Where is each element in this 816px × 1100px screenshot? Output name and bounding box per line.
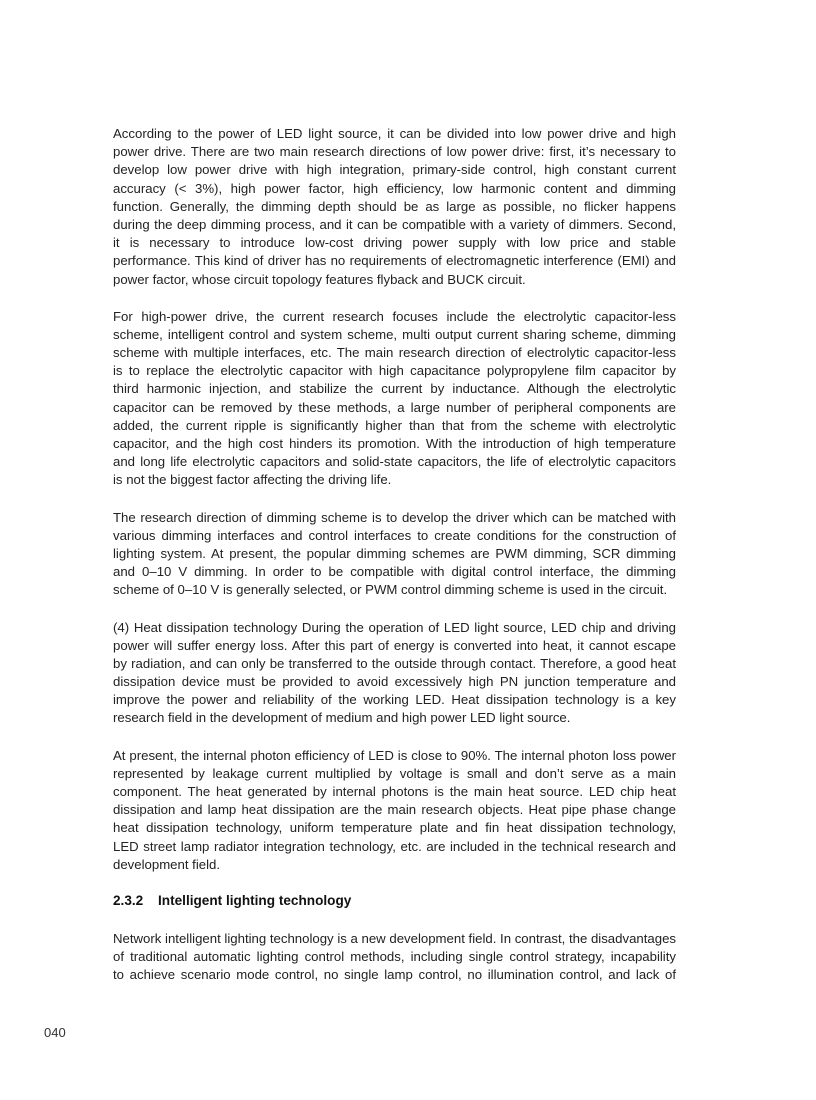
text-line: and 0–10 V dimming. In order to be compatible with digital control interface, the dimming xyxy=(113,564,676,580)
text-line: power will suffer energy loss. After this part of energy is converted into heat, it cannot escape xyxy=(113,637,676,653)
text-line: According to the power of LED light source, it can be divided into low power drive and high xyxy=(113,126,676,141)
paragraph-heat-dissipation xyxy=(113,619,676,728)
section-title: Intelligent lighting technology xyxy=(158,892,352,908)
text-line: Network intelligent lighting technology is a new development field. In contrast, the disadvantages xyxy=(113,930,676,946)
text-line: and long life electrolytic capacitors and solid-state capacitors, the life of electrolytic capacitors xyxy=(113,454,676,470)
text-line: to achieve scenario mode control, no single lamp control, no illumination control, and lack of xyxy=(113,967,676,983)
text-line: improve the power and reliability of the working LED. Heat dissipation technology is a key xyxy=(113,692,676,708)
text-line: The research direction of dimming scheme is to develop the driver which can be matched with xyxy=(113,509,676,525)
text-line: development field. xyxy=(113,856,221,872)
text-line: capacitor, and the high cost hinders its promotion. With the introduction of high temperature xyxy=(113,436,676,451)
paragraph-led-power-drive xyxy=(113,125,676,289)
paragraph-gap xyxy=(113,600,676,619)
paragraph-gap xyxy=(113,728,676,747)
text-line: dissipation device must be provided to avoid excessively high PN junction temperature and xyxy=(113,674,676,690)
text-line: is not the biggest factor affecting the driving life. xyxy=(113,472,392,488)
paragraph-gap xyxy=(113,490,676,509)
text-line: of traditional automatic lighting control methods, including single control strategy, incapability xyxy=(113,949,676,965)
text-line: power factor, whose circuit topology features flyback and BUCK circuit. xyxy=(113,271,526,287)
text-line: accuracy (< 3%), high power factor, high efficiency, low harmonic content and dimming xyxy=(113,180,676,196)
text-line: it is necessary to introduce low-cost driving power supply with low price and stable xyxy=(113,235,676,251)
text-line: represented by leakage current multiplied by voltage is small and don’t serve as a main xyxy=(113,765,676,781)
text-line: during the deep dimming process, and it can be compatible with a variety of dimmers. Second, xyxy=(113,216,676,232)
section-heading xyxy=(113,892,676,910)
paragraph-gap xyxy=(113,289,676,308)
page-body xyxy=(113,125,676,985)
text-line: is to replace the electrolytic capacitor with high capacitance polypropylene film capacitor by xyxy=(113,363,676,379)
text-line: For high-power drive, the current research focuses include the electrolytic capacitor-less xyxy=(113,308,676,324)
text-line: heat dissipation technology, uniform temperature plate and fin heat dissipation technology, xyxy=(113,820,676,836)
paragraph-gap xyxy=(113,910,676,930)
section-number: 2.3.2 xyxy=(113,892,144,908)
text-line: At present, the internal photon efficiency of LED is close to 90%. The internal photon loss power xyxy=(113,747,676,763)
text-line: scheme, intelligent control and system scheme, multi output current sharing scheme, dimming xyxy=(113,326,676,342)
text-line: scheme with multiple interfaces, etc. The main research direction of electrolytic capacitor-less xyxy=(113,345,676,361)
text-line: function. Generally, the dimming depth should be as large as possible, no flicker happens xyxy=(113,198,676,214)
paragraph-high-power-drive xyxy=(113,308,676,490)
text-line: research field in the development of medium and high power LED light source. xyxy=(113,710,571,726)
paragraph-photon-efficiency xyxy=(113,747,676,874)
text-line: performance. This kind of driver has no requirements of electromagnetic interference (EMI) and xyxy=(113,253,676,269)
text-line: capacitor can be removed by these methods, a large number of peripheral components are xyxy=(113,399,676,415)
text-line: by radiation, and can only be transferred to the outside through contact. Therefore, a good heat xyxy=(113,655,676,671)
text-line: power drive. There are two main research directions of low power drive: first, it’s necessary to xyxy=(113,144,676,160)
text-line: scheme of 0–10 V is generally selected, or PWM control dimming scheme is used in the circuit. xyxy=(113,582,668,598)
paragraph-dimming-scheme xyxy=(113,509,676,600)
text-line: added, the current ripple is significantly higher than that from the scheme with electrolytic xyxy=(113,417,676,433)
text-line: component. The heat generated by internal photons is the main heat source. LED chip heat xyxy=(113,784,676,799)
text-line: dissipation and lamp heat dissipation are the main research objects. Heat pipe phase change xyxy=(113,802,676,818)
text-line: LED street lamp radiator integration technology, etc. are included in the technical research and xyxy=(113,838,676,854)
text-line: third harmonic injection, and stabilize the current by inductance. Although the electrolytic xyxy=(113,381,676,397)
text-line: (4) Heat dissipation technology During the operation of LED light source, LED chip and driving xyxy=(113,619,676,635)
text-line: lighting system. At present, the popular dimming schemes are PWM dimming, SCR dimming xyxy=(113,545,676,561)
paragraph-network-intelligent-lighting xyxy=(113,930,676,985)
paragraph-gap xyxy=(113,874,676,892)
text-line: develop low power drive with high integration, primary-side control, high constant current xyxy=(113,162,676,178)
page-number: 040 xyxy=(44,1025,66,1040)
text-line: various dimming interfaces and control interfaces to create conditions for the construction of xyxy=(113,527,676,543)
